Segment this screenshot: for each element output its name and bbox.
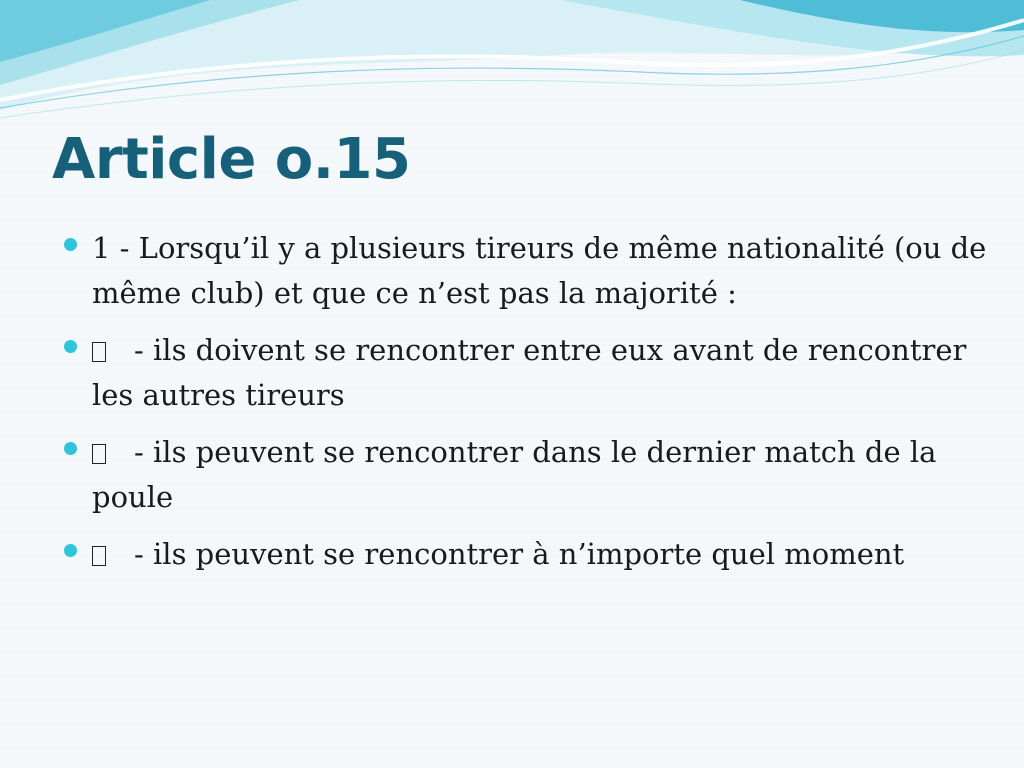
- bullet-item-3: [60, 430, 990, 520]
- bullet-list: [60, 226, 990, 589]
- bullet-text: - ils doivent se rencontrer entre eux avant de rencontrer les autres tireurs: [92, 333, 967, 412]
- bullet-icon: [64, 544, 77, 557]
- missing-glyph-icon: [92, 444, 106, 464]
- bullet-icon: [64, 238, 77, 251]
- bullet-icon: [64, 442, 77, 455]
- bullet-text: 1 - Lorsqu’il y a plusieurs tireurs de même nationalité (ou de même club) et que ce n’est pas la majorité :: [92, 231, 987, 310]
- bullet-item-1: [60, 226, 990, 316]
- missing-glyph-icon: [92, 342, 106, 362]
- bullet-text: - ils peuvent se rencontrer dans le dernier match de la poule: [92, 435, 937, 514]
- missing-glyph-icon: [92, 546, 106, 566]
- bullet-item-2: [60, 328, 990, 418]
- slide-title: Article o.15: [52, 127, 411, 192]
- bullet-item-4: [60, 532, 990, 577]
- bullet-icon: [64, 340, 77, 353]
- bullet-text: - ils peuvent se rencontrer à n’importe quel moment: [134, 537, 905, 571]
- header-wave-decoration: [0, 0, 1024, 130]
